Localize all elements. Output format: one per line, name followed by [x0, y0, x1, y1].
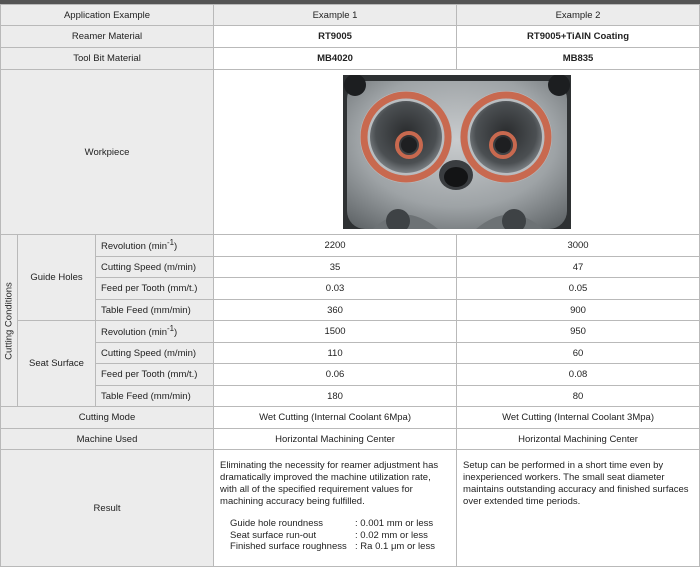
reamer-example-2: RT9005+TiAlN Coating [457, 26, 700, 48]
reamer-row [1, 26, 700, 48]
gh-param-revolution: Revolution $(\min^{-1})$ [96, 235, 214, 257]
ss-row-4 [1, 386, 700, 407]
machine-ex1: Horizontal Machining Center [214, 429, 457, 450]
result-ex1-specs [220, 518, 450, 553]
ss-cutting-speed-ex1: 110 [214, 343, 457, 364]
gh-param-feed-per-tooth: Feed per Tooth (mm/t.) [96, 278, 214, 300]
reamer-label: Reamer Material [1, 26, 214, 48]
spec-row: Seat surface run-out : 0.02 mm or less [230, 529, 428, 541]
result-ex1 [214, 450, 457, 567]
header-example-1: Example 1 [214, 5, 457, 26]
workpiece-photo [343, 75, 571, 229]
gh-cutting-speed-ex1: 35 [214, 257, 457, 278]
cutting-mode-label: Cutting Mode [1, 407, 214, 429]
machine-row [1, 429, 700, 450]
reamer-example-1: RT9005 [214, 26, 457, 48]
ss-feed-per-tooth-ex2: 0.08 [457, 364, 700, 386]
ss-revolution-ex2: 950 [457, 321, 700, 343]
result-ex2-text: Setup can be performed in a short time even by inexperienced workers. The small seat diameter maintains outstanding accuracy and finished surfaces over extended time periods. [463, 460, 689, 507]
application-table [0, 4, 700, 567]
header-example-2: Example 2 [457, 5, 700, 26]
ss-revolution-ex1: 1500 [214, 321, 457, 343]
gh-table-feed-ex1: 360 [214, 300, 457, 321]
gh-param-table-feed: Table Feed (mm/min) [96, 300, 214, 321]
gh-param-cutting-speed: Cutting Speed (m/min) [96, 257, 214, 278]
gh-row-3 [1, 278, 700, 300]
ss-table-feed-ex1: 180 [214, 386, 457, 407]
toolbit-example-2: MB835 [457, 48, 700, 70]
machine-label: Machine Used [1, 429, 214, 450]
cutting-conditions-label: Cutting Conditions [3, 281, 15, 360]
gh-revolution-ex1: 2200 [214, 235, 457, 257]
machine-ex2: Horizontal Machining Center [457, 429, 700, 450]
toolbit-example-1: MB4020 [214, 48, 457, 70]
workpiece-row [1, 70, 700, 235]
seat-surface-label: Seat Surface [18, 321, 96, 407]
result-ex1-text: Eliminating the necessity for reamer adjustment has dramatically improved the machine utilization rate, with all of the specified requirement values for machining accuracy being fulfilled. [220, 460, 439, 507]
cutting-mode-row [1, 407, 700, 429]
ss-row-1 [1, 321, 700, 343]
gh-row-2 [1, 257, 700, 278]
ss-row-2 [1, 343, 700, 364]
gh-feed-per-tooth-ex2: 0.05 [457, 278, 700, 300]
ss-cutting-speed-ex2: 60 [457, 343, 700, 364]
spec-row: Guide hole roundness : 0.001 mm or less [230, 518, 434, 529]
guide-holes-label: Guide Holes [18, 235, 96, 321]
workpiece-photo-cell [214, 70, 700, 235]
gh-row-4 [1, 300, 700, 321]
ss-param-feed-per-tooth: Feed per Tooth (mm/t.) [96, 364, 214, 386]
cutting-conditions-label-cell [1, 235, 18, 407]
ss-param-cutting-speed: Cutting Speed (m/min) [96, 343, 214, 364]
ss-param-table-feed: Table Feed (mm/min) [96, 386, 214, 407]
toolbit-row [1, 48, 700, 70]
ss-feed-per-tooth-ex1: 0.06 [214, 364, 457, 386]
gh-row-1 [1, 235, 700, 257]
result-row [1, 450, 700, 567]
header-row [1, 5, 700, 26]
gh-table-feed-ex2: 900 [457, 300, 700, 321]
gh-cutting-speed-ex2: 47 [457, 257, 700, 278]
workpiece-label: Workpiece [1, 70, 214, 235]
cutting-mode-ex2: Wet Cutting (Internal Coolant 3Mpa) [457, 407, 700, 429]
gh-feed-per-tooth-ex1: 0.03 [214, 278, 457, 300]
ss-table-feed-ex2: 80 [457, 386, 700, 407]
cutting-mode-ex1: Wet Cutting (Internal Coolant 6Mpa) [214, 407, 457, 429]
ss-param-revolution: Revolution $(\min^{-1})$ [96, 321, 214, 343]
result-label: Result [1, 450, 214, 567]
toolbit-label: Tool Bit Material [1, 48, 214, 70]
ss-row-3 [1, 364, 700, 386]
result-ex2 [457, 450, 700, 567]
spec-row: Finished surface roughness : Ra 0.1 μm or less [230, 541, 435, 552]
gh-revolution-ex2: 3000 [457, 235, 700, 257]
header-label: Application Example [1, 5, 214, 26]
